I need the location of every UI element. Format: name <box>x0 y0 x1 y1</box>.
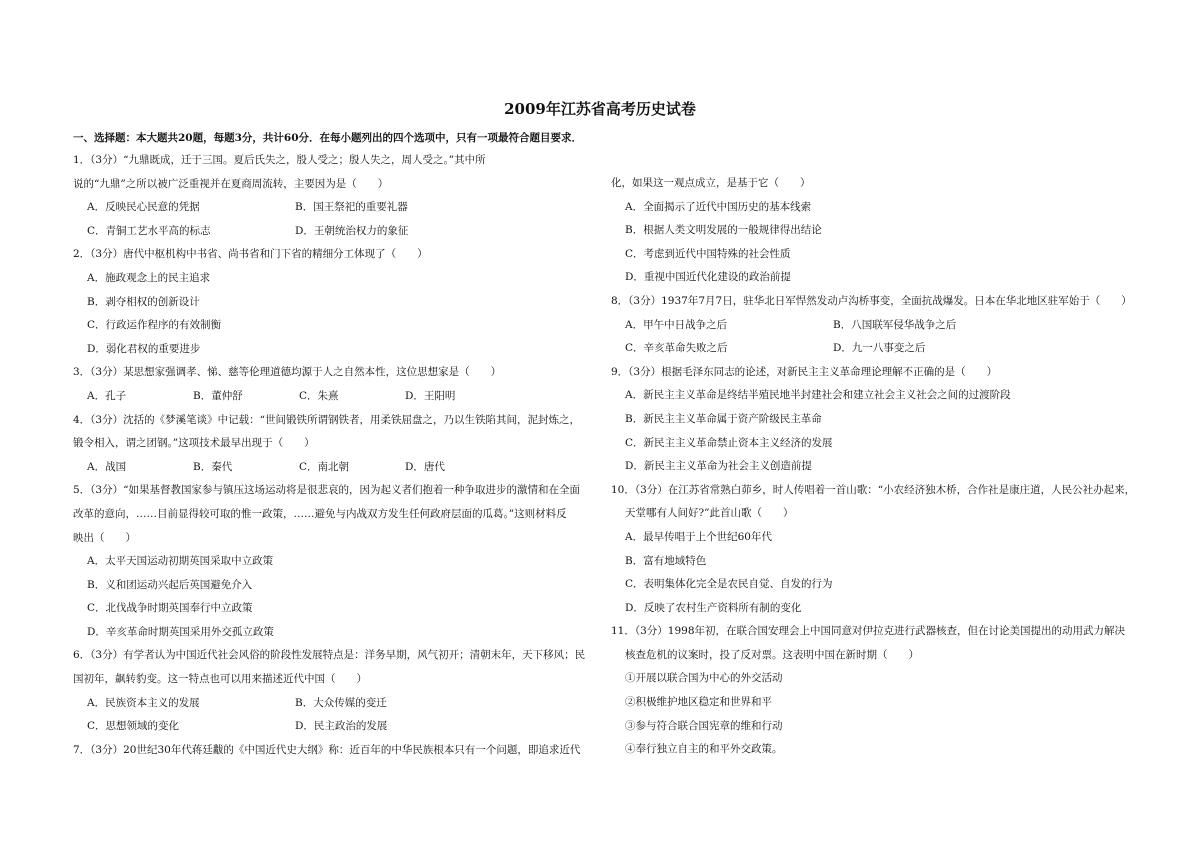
option-a: A．甲午中日战争之后 <box>625 318 728 331</box>
left-column <box>73 149 593 762</box>
option-b: B．剥夺相权的创新设计 <box>87 295 200 308</box>
option-c: C．北伐战争时期英国奉行中立政策 <box>87 602 253 615</box>
option-d: D．九一八事变之后 <box>833 342 926 355</box>
option-b: B．董仲舒 <box>193 389 243 402</box>
option-a: A．新民主主义革命是终结半殖民地半封建社会和建立社会主义社会之间的过渡阶段 <box>625 389 1011 402</box>
option-c: C．考虑到近代中国特殊的社会性质 <box>625 247 791 260</box>
question-7-cont: 化，如果这一观点成立，是基于它（ ） <box>611 177 811 189</box>
question-7: 7．（3分）20世纪30年代蒋廷黻的《中国近代史大纲》称：近百年的中华民族根本只有一个问题，即追求近代 <box>73 743 581 756</box>
option-d: D．重视中国近代化建设的政治前提 <box>625 271 791 284</box>
question-11-cont: 核查危机的议案时，投了反对票。这表明中国在新时期（ ） <box>625 648 919 661</box>
option-b: B．富有地域特色 <box>625 554 707 567</box>
option-a: A．民族资本主义的发展 <box>87 696 200 709</box>
option-b: B．根据人类文明发展的一般规律得出结论 <box>625 224 822 237</box>
right-column <box>611 172 1136 762</box>
option-d: D．民主政治的发展 <box>295 720 388 733</box>
statement-2: ②积极维护地区稳定和世界和平 <box>625 696 772 709</box>
option-d: D．反映了农村生产资料所有制的变化 <box>625 601 802 614</box>
question-8: 8．（3分）1937年7月7日，驻华北日军悍然发动卢沟桥事变，全面抗战爆发。日本在华北地区驻军始于（ ） <box>611 294 1132 307</box>
option-b: B．秦代 <box>193 460 233 473</box>
question-1-options-cd <box>73 220 593 244</box>
option-b: B．义和团运动兴起后英国避免介入 <box>87 578 253 591</box>
option-b: B．国王祭祀的重要礼器 <box>295 201 408 214</box>
question-10-cont: 天堂哪有人间好?”此首山歌（ ） <box>625 507 794 520</box>
question-6-cont: 国初年，飙转豹变。这一特点也可以用来描述近代中国（ ） <box>73 673 367 686</box>
question-4: 4．（3分）沈括的《梦溪笔谈》中记载：“世间锻铁所谓钢铁者，用柔铁屈盘之，乃以生铁陷其间，泥封炼之， <box>73 413 580 426</box>
option-b: B．八国联军侵华战争之后 <box>833 318 957 331</box>
option-c: C．青铜工艺水平高的标志 <box>87 224 211 237</box>
option-d: D．唐代 <box>405 460 445 473</box>
question-1: 1．（3分）“九鼎既成，迁于三国。夏后氏失之，殷人受之；殷人失之，周人受之。”其中所 <box>73 154 486 166</box>
question-9: 9．（3分）根据毛泽东同志的论述，对新民主主义革命理论理解不正确的是（ ） <box>611 365 998 378</box>
statement-1: ①开展以联合国为中心的外交活动 <box>625 672 783 685</box>
question-4-options <box>73 456 593 480</box>
question-11: 11．（3分）1998年初，在联合国安理会上中国同意对伊拉克进行武器核查，但在讨论美国提出的动用武力解决 <box>611 625 1126 638</box>
question-8-options-ab <box>611 314 1133 338</box>
option-c: C．辛亥革命失败之后 <box>625 342 728 355</box>
question-1-cont: 说的“九鼎”之所以被广泛重视并在夏商周流转，主要因为是（ ） <box>73 177 389 190</box>
option-a: A．战国 <box>87 460 127 473</box>
option-a: A．太平天国运动初期英国采取中立政策 <box>87 555 274 568</box>
option-d: D．王朝统治权力的象征 <box>295 224 409 237</box>
question-6-options-cd <box>73 715 593 739</box>
option-d: D．辛亥革命时期英国采用外交孤立政策 <box>87 625 274 638</box>
question-3: 3．（3分）某思想家强调孝、悌、慈等伦理道德均源于人之自然本性，这位思想家是（ ） <box>73 366 502 379</box>
option-c: C．朱熹 <box>299 389 339 402</box>
option-c: C．新民主主义革命禁止资本主义经济的发展 <box>625 436 833 449</box>
question-10: 10．（3分）在江苏省常熟白茆乡，时人传唱着一首山歌：“小农经济独木桥，合作社是康庄道，人民公社办起来， <box>611 483 1136 496</box>
question-1-options-ab <box>73 196 593 220</box>
question-2: 2．（3分）唐代中枢机构中书省、尚书省和门下省的精细分工体现了（ ） <box>73 248 428 261</box>
option-a: A．孔子 <box>87 389 127 402</box>
question-5-cont: 改革的意向，……目前显得较可取的惟一政策，……避免与内战双方发生任何政府层面的瓜葛。”这则材料反 <box>73 507 567 520</box>
question-3-options <box>73 385 593 409</box>
statement-3: ③参与符合联合国宪章的维和行动 <box>625 719 783 732</box>
option-c: C．南北朝 <box>299 460 350 473</box>
option-a: A．施政观念上的民主追求 <box>87 271 211 284</box>
option-d: D．新民主主义革命为社会主义创造前提 <box>625 460 812 473</box>
option-b: B．新民主主义革命属于资产阶级民主革命 <box>625 412 822 425</box>
question-6-options-ab <box>73 692 593 716</box>
option-a: A．全面揭示了近代中国历史的基本线索 <box>625 200 812 213</box>
question-6: 6．（3分）有学者认为中国近代社会风俗的阶段性发展特点是：洋务早期，风气初开；清朝末年，天下移风；民 <box>73 649 586 662</box>
option-b: B．大众传媒的变迁 <box>295 696 387 709</box>
question-5-cont2: 映出（ ） <box>73 531 136 544</box>
page-title: 2009年江苏省高考历史试卷 <box>504 100 696 118</box>
option-c: C．思想领域的变化 <box>87 720 180 733</box>
option-d: D．弱化君权的重要进步 <box>87 342 201 355</box>
option-d: D．王阳明 <box>405 389 456 402</box>
option-a: A．反映民心民意的凭据 <box>87 201 200 214</box>
question-4-cont: 锻令相入，谓之团钢。”这项技术最早出现于（ ） <box>73 437 315 450</box>
option-a: A．最早传唱于上个世纪60年代 <box>625 530 772 543</box>
question-8-options-cd <box>611 337 1133 361</box>
option-c: C．表明集体化完全是农民自觉、自发的行为 <box>625 578 833 591</box>
question-5: 5．（3分）“如果基督教国家参与镇压这场运动将是很悲哀的，因为起义者们抱着一种争取进步的激情和在全面 <box>73 484 580 497</box>
statement-4: ④奉行独立自主的和平外交政策。 <box>625 743 783 756</box>
section-heading: 一、选择题：本大题共20题，每题3分，共计60分．在每小题列出的四个选项中，只有一项最符合题目要求． <box>73 132 583 144</box>
option-c: C．行政运作程序的有效制衡 <box>87 319 222 332</box>
